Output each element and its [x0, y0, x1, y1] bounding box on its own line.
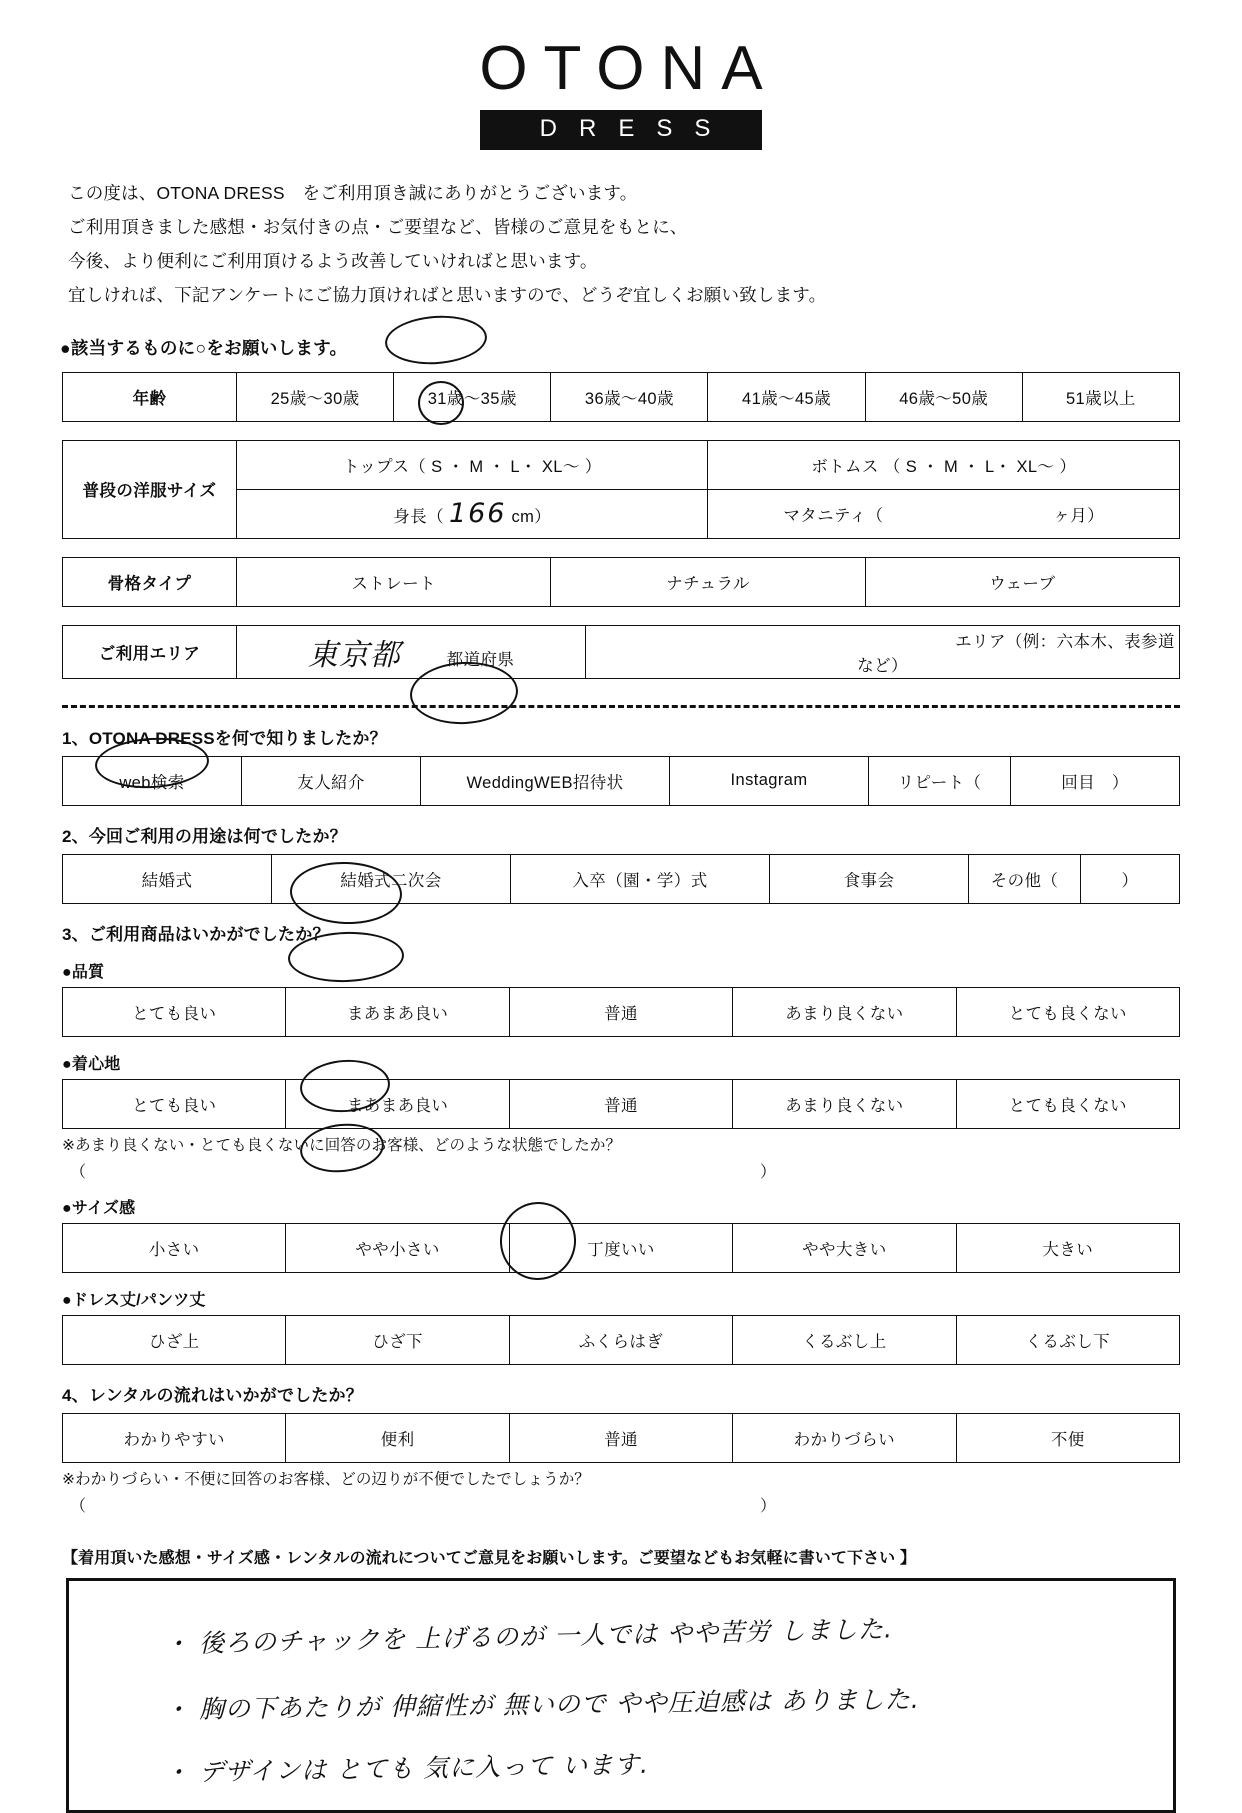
- paren-open: （: [70, 1497, 87, 1515]
- age-table: [62, 372, 1180, 422]
- tops-size-cell[interactable]: トップス（ S ・ M ・ L・ XL～ ）: [237, 440, 708, 489]
- height-label: 身長（: [393, 508, 444, 526]
- table-row: [63, 854, 1180, 903]
- age-option-3[interactable]: 41歳～45歳: [708, 372, 865, 421]
- instruction-text: ●該当するものに○をお願いします。: [60, 337, 348, 358]
- free-comment-box[interactable]: [66, 1578, 1176, 1813]
- q1-option-4[interactable]: リピート（: [869, 756, 1011, 805]
- q2-table: [62, 854, 1180, 904]
- q2-option-2[interactable]: 入卒（園・学）式: [511, 854, 770, 903]
- height-cell[interactable]: [237, 489, 708, 538]
- brand-name-otona: OTONA: [479, 34, 779, 103]
- bottoms-size-cell[interactable]: ボトムス （ S ・ M ・ L・ XL～ ）: [708, 440, 1180, 489]
- brand-name-dress: DRESS: [539, 115, 733, 142]
- intro-paragraph: [68, 176, 1242, 313]
- q3-comfort-option-0[interactable]: とても良い: [63, 1079, 286, 1128]
- q3-comfort-table: [62, 1079, 1180, 1129]
- q3-quality-option-4[interactable]: とても良くない: [956, 987, 1179, 1036]
- q3-comfort-option-1[interactable]: まあまあ良い: [286, 1079, 509, 1128]
- age-option-1[interactable]: 31歳～35歳: [394, 372, 551, 421]
- bone-option-0[interactable]: ストレート: [237, 557, 551, 606]
- q3-sizing-option-3[interactable]: やや大きい: [733, 1223, 956, 1272]
- size-label: 普段の洋服サイズ: [63, 440, 237, 538]
- bone-option-1[interactable]: ナチュラル: [551, 557, 865, 606]
- brand-sub-bar: [480, 110, 763, 150]
- q1-table: [62, 756, 1180, 806]
- area-detail-cell[interactable]: [586, 625, 1180, 678]
- free-comment-line-1: ・ 後ろのチャックを 上げるのが 一人では やや苦労 しました.: [163, 1613, 894, 1659]
- q4-option-2[interactable]: 普通: [509, 1413, 732, 1462]
- bone-type-table: [62, 557, 1180, 607]
- maternity-cell[interactable]: [708, 489, 1180, 538]
- intro-line-3: 今後、より便利にご利用頂けるよう改善していければと思います。: [68, 251, 598, 272]
- q2-option-3[interactable]: 食事会: [770, 854, 969, 903]
- q3-quality-option-3[interactable]: あまり良くない: [733, 987, 956, 1036]
- brand-logo: [0, 0, 1242, 150]
- usage-area-label: ご利用エリア: [63, 625, 237, 678]
- age-option-0[interactable]: 25歳～30歳: [237, 372, 394, 421]
- table-row: [63, 987, 1180, 1036]
- table-row: [63, 1413, 1180, 1462]
- q1-option-3[interactable]: Instagram: [670, 756, 869, 805]
- age-option-2[interactable]: 36歳～40歳: [551, 372, 708, 421]
- q4-title: 4、レンタルの流れはいかがでしたか？: [62, 1385, 363, 1405]
- section-divider: [62, 705, 1180, 708]
- q4-option-1[interactable]: 便利: [286, 1413, 509, 1462]
- q2-option-4[interactable]: その他（: [969, 854, 1081, 903]
- paren-open: （: [70, 1163, 87, 1181]
- table-row: [63, 440, 1180, 489]
- q3-quality-option-1[interactable]: まあまあ良い: [286, 987, 509, 1036]
- q4-answer-line[interactable]: [70, 1493, 1242, 1515]
- q4-note: ※わかりづらい・不便に回答のお客様、どの辺りが不便でしたでしょうか？: [62, 1470, 590, 1488]
- free-comment-line-3: ・ デザインは とても 気に入って います.: [163, 1749, 650, 1787]
- q3-comfort-option-3[interactable]: あまり良くない: [733, 1079, 956, 1128]
- age-label: 年齢: [63, 372, 237, 421]
- table-row: [63, 756, 1180, 805]
- q2-option-5[interactable]: ）: [1081, 854, 1180, 903]
- q3-comfort-answer-line[interactable]: [70, 1159, 1242, 1181]
- free-comment-title: 【着用頂いた感想・サイズ感・レンタルの流れについてご意見をお願いします。ご要望などもお気軽に書いて下さい 】: [62, 1549, 916, 1567]
- prefecture-value: 東京都: [307, 637, 401, 673]
- q3-quality-option-0[interactable]: とても良い: [63, 987, 286, 1036]
- q4-option-3[interactable]: わかりづらい: [733, 1413, 956, 1462]
- height-unit: cm）: [511, 508, 552, 526]
- table-row: [63, 1315, 1180, 1364]
- q2-option-0[interactable]: 結婚式: [63, 854, 272, 903]
- clothing-size-table: [62, 440, 1180, 539]
- paren-close: ）: [760, 1163, 777, 1181]
- table-row: [63, 1223, 1180, 1272]
- intro-line-2: ご利用頂きました感想・お気付きの点・ご要望など、皆様のご意見をもとに、: [68, 217, 688, 238]
- table-row: [63, 557, 1180, 606]
- bone-type-label: 骨格タイプ: [63, 557, 237, 606]
- q1-option-5[interactable]: 回目 ）: [1011, 756, 1180, 805]
- table-row: [63, 625, 1180, 678]
- q3-length-table: [62, 1315, 1180, 1365]
- q4-option-4[interactable]: 不便: [956, 1413, 1179, 1462]
- q3-length-option-4[interactable]: くるぶし下: [956, 1315, 1179, 1364]
- age-option-5[interactable]: 51歳以上: [1022, 372, 1179, 421]
- intro-line-4: 宜しければ、下記アンケートにご協力頂ければと思いますので、どうぞ宜しくお願い致します。: [68, 285, 827, 306]
- q1-option-2[interactable]: WeddingWEB招待状: [421, 756, 670, 805]
- height-value: 166: [448, 498, 507, 529]
- q4-table: [62, 1413, 1180, 1463]
- q3-sizing-option-0[interactable]: 小さい: [63, 1223, 286, 1272]
- q3-length-option-2[interactable]: ふくらはぎ: [509, 1315, 732, 1364]
- q3-length-option-1[interactable]: ひざ下: [286, 1315, 509, 1364]
- q2-title: 2、今回ご利用の用途は何でしたか？: [62, 826, 347, 846]
- q3-sizing-label: ●サイズ感: [62, 1199, 136, 1217]
- q3-length-option-0[interactable]: ひざ上: [63, 1315, 286, 1364]
- q3-comfort-option-2[interactable]: 普通: [509, 1079, 732, 1128]
- q2-option-1[interactable]: 結婚式二次会: [272, 854, 511, 903]
- q3-quality-option-2[interactable]: 普通: [509, 987, 732, 1036]
- q3-length-option-3[interactable]: くるぶし上: [733, 1315, 956, 1364]
- q3-quality-label: ●品質: [62, 963, 105, 981]
- q3-sizing-table: [62, 1223, 1180, 1273]
- prefecture-label: 都道府県: [446, 650, 515, 669]
- q1-option-1[interactable]: 友人紹介: [242, 756, 421, 805]
- maternity-unit: ヶ月）: [1053, 506, 1105, 525]
- q3-comfort-note: ※あまり良くない・とても良くないに回答のお客様、どのような状態でしたか？: [62, 1136, 622, 1154]
- q3-sizing-option-2[interactable]: 丁度いい: [509, 1223, 732, 1272]
- q3-quality-table: [62, 987, 1180, 1037]
- q3-comfort-option-4[interactable]: とても良くない: [956, 1079, 1179, 1128]
- q3-title: 3、ご利用商品はいかがでしたか？: [62, 924, 330, 944]
- prefecture-cell[interactable]: [237, 625, 586, 678]
- usage-area-table: [62, 625, 1180, 679]
- q3-sizing-option-1[interactable]: やや小さい: [286, 1223, 509, 1272]
- q1-option-0[interactable]: web検索: [63, 756, 242, 805]
- maternity-label: マタニティ（: [783, 506, 884, 525]
- table-row: [63, 372, 1180, 421]
- age-option-4[interactable]: 46歳～50歳: [865, 372, 1022, 421]
- paren-close: ）: [760, 1497, 777, 1515]
- q3-comfort-label: ●着心地: [62, 1055, 121, 1073]
- q4-option-0[interactable]: わかりやすい: [63, 1413, 286, 1462]
- area-detail-label: エリア（例：六本木、表参道など）: [857, 632, 1175, 675]
- q1-title: 1、OTONA DRESSを何で知りましたか？: [62, 728, 387, 748]
- intro-line-1: この度は、OTONA DRESS をご利用頂き誠にありがとうございます。: [68, 183, 638, 203]
- free-comment-line-2: ・ 胸の下あたりが 伸縮性が 無いので やや圧迫感は ありました.: [163, 1684, 920, 1724]
- q3-sizing-option-4[interactable]: 大きい: [956, 1223, 1179, 1272]
- bone-option-2[interactable]: ウェーブ: [865, 557, 1179, 606]
- q3-length-label: ●ドレス丈/パンツ丈: [62, 1291, 206, 1309]
- table-row: [63, 1079, 1180, 1128]
